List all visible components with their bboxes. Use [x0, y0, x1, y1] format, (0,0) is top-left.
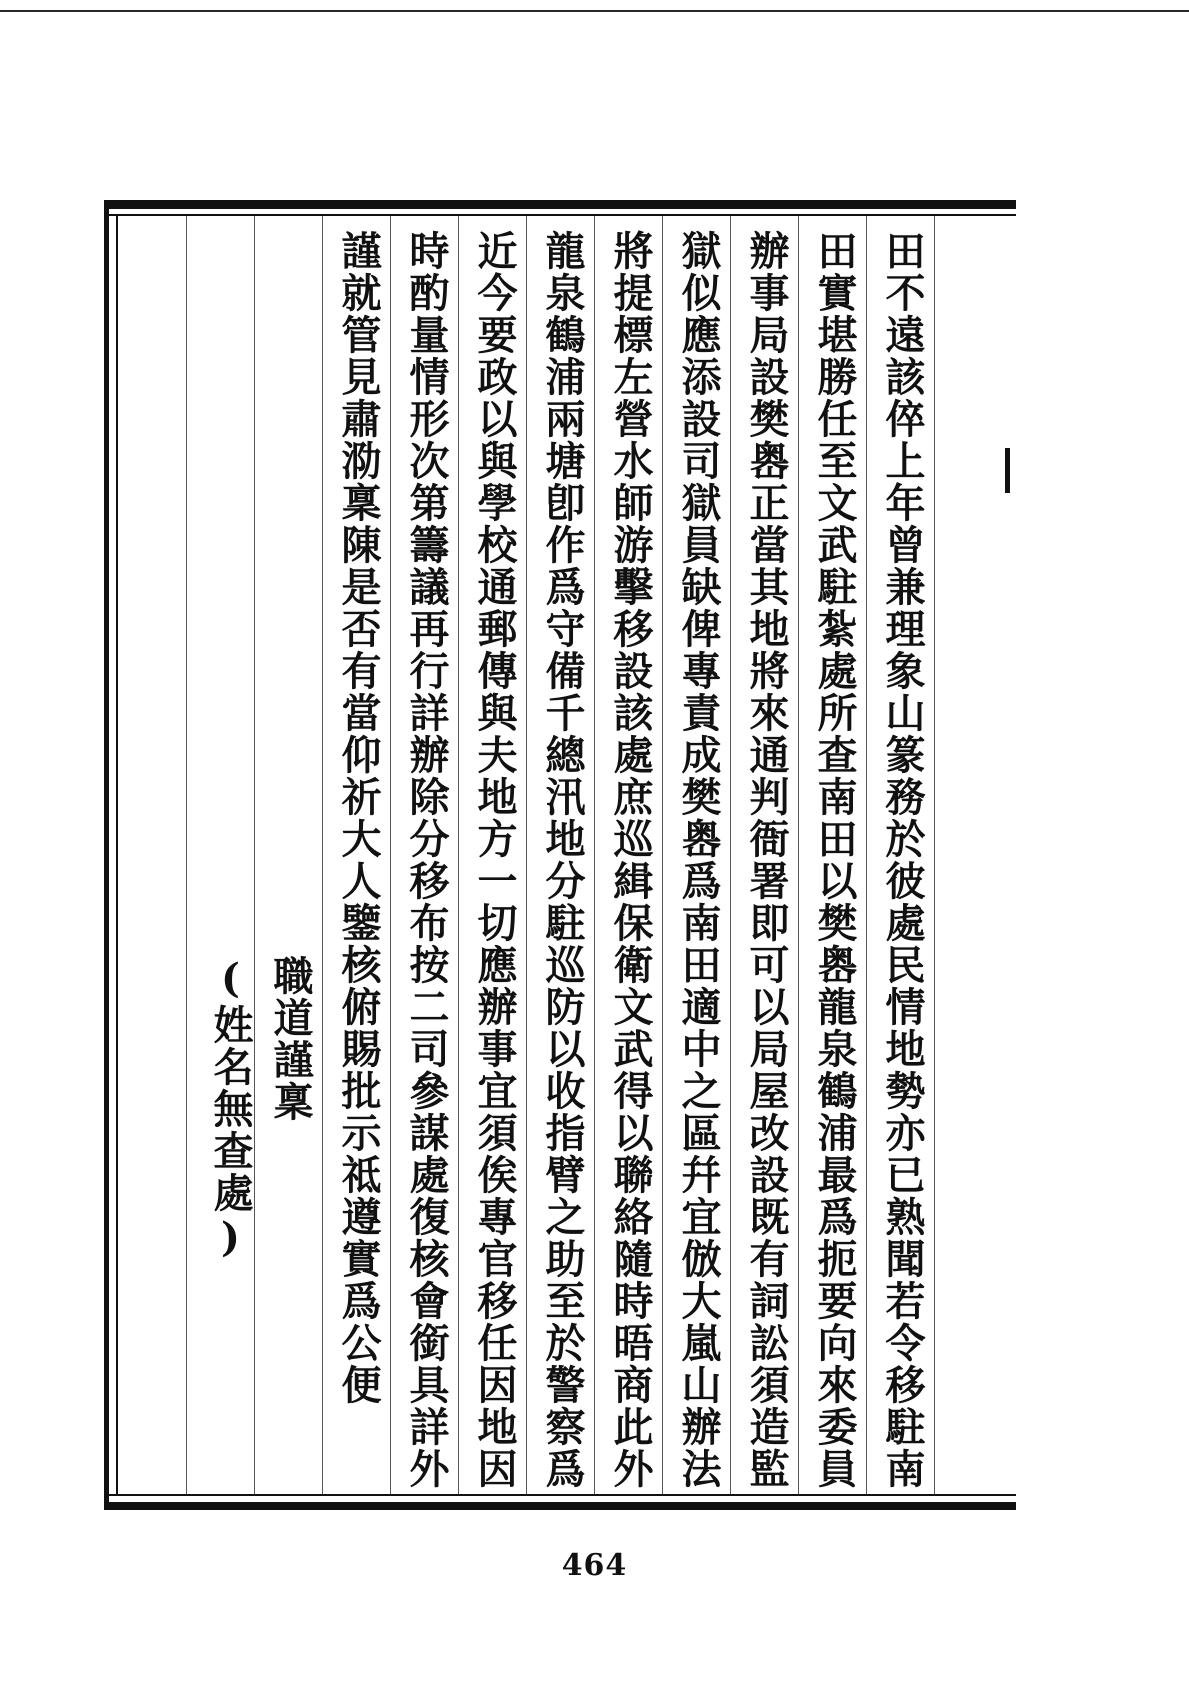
- column-divider: [458, 216, 459, 1494]
- text-column-2: 田實堪勝任至文武駐紮處所查南田以樊嶴龍泉鶴浦最爲扼要向來委員: [811, 230, 858, 1490]
- column-divider: [322, 216, 323, 1494]
- text-column-9: 謹就管見肅泐稟陳是否有當仰祈大人鑒核俯賜批示祗遵實爲公便: [335, 230, 382, 1406]
- frame-top-rule: [104, 200, 1016, 209]
- frame-bottom-rule: [104, 1502, 1016, 1510]
- frame-left-rule: [104, 200, 109, 1510]
- text-column-8: 時酌量情形次第籌議再行詳辦除分移布按二司參謀處復核會銜具詳外: [403, 230, 450, 1490]
- text-column-1: 田不遠該倅上年曾兼理象山篆務於彼處民情地勢亦已熟聞若令移駐南: [879, 230, 926, 1490]
- frame-top-thin-rule: [104, 214, 1016, 216]
- column-divider: [866, 216, 867, 1494]
- text-column-7: 近今要政以與學校通郵傳與夫地方一切應辦事宜須俟專官移任因地因: [471, 230, 518, 1490]
- page-frame: [104, 200, 1016, 1510]
- margin-mark: [1005, 448, 1010, 493]
- column-divider: [730, 216, 731, 1494]
- column-divider: [594, 216, 595, 1494]
- column-divider: [662, 216, 663, 1494]
- page-number: 464: [561, 1548, 628, 1583]
- text-column-3: 辦事局設樊嶴正當其地將來通判衙署即可以局屋改設既有詞訟須造監: [743, 230, 790, 1490]
- scan-top-rule: [0, 10, 1189, 12]
- text-column-4: 獄似應添設司獄員缺俾專責成樊嶴爲南田適中之區幷宜倣大嵐山辦法: [675, 230, 722, 1490]
- column-divider: [798, 216, 799, 1494]
- text-column-6: 龍泉鶴浦兩塘卽作爲守備千總汛地分駐巡防以收指臂之助至於警察爲: [539, 230, 586, 1490]
- text-column-5: 將提標左營水師游擊移設該處庶巡緝保衛文武得以聯絡隨時晤商此外: [607, 230, 654, 1490]
- column-divider: [390, 216, 391, 1494]
- column-divider: [934, 216, 935, 1494]
- closing-signature: 職道謹稟: [267, 955, 314, 1123]
- column-divider: [186, 216, 187, 1494]
- frame-left-thin-rule: [116, 214, 118, 1496]
- column-divider: [526, 216, 527, 1494]
- closing-note: (姓名無查處): [207, 955, 254, 1263]
- closing-column: [207, 955, 320, 1495]
